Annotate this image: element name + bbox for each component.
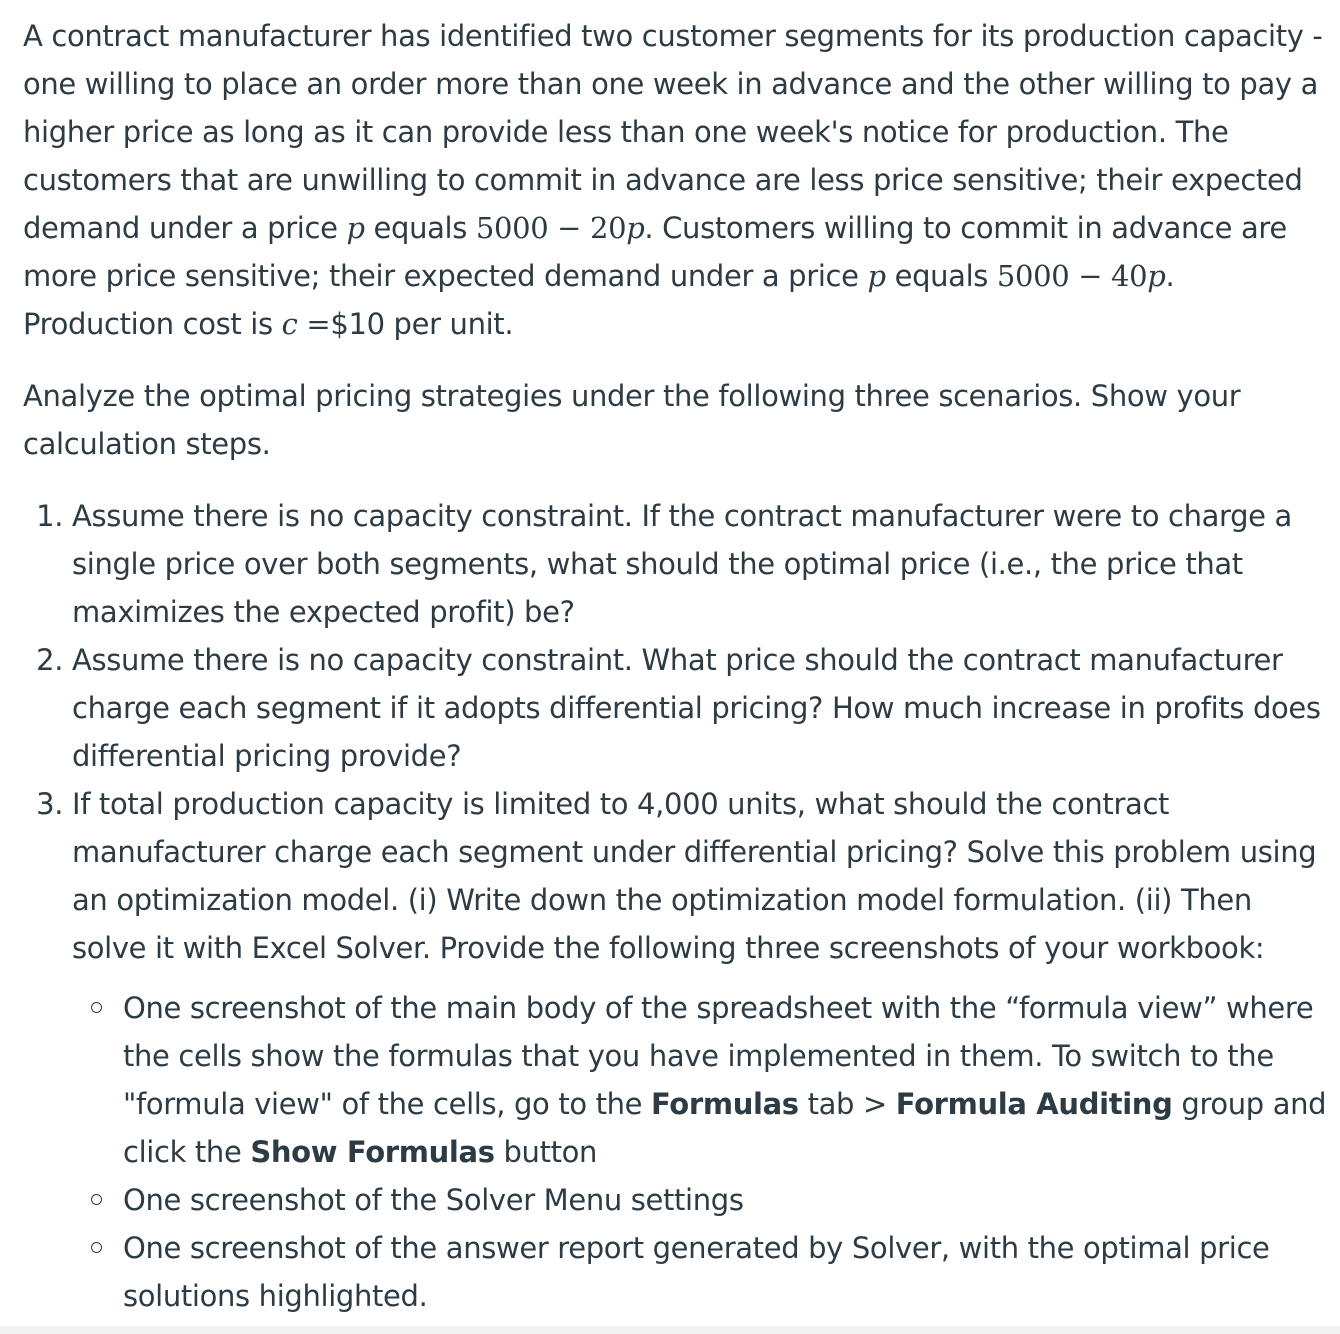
question-text: If total production capacity is limited to 4,000 units, what should the contract manufacturer charge each segment under differential pricing? Solve this problem using an optimization model. (i) Write down the optimization model formulation. (ii) Then solve it with Excel Solver. Provide the following three screenshots of your workbook:: [72, 787, 1317, 965]
analyze-instructions: Analyze the optimal pricing strategies under the following three scenarios. Show your calculation steps.: [23, 379, 1241, 461]
question-item: 2. Assume there is no capacity constraint. What price should the contract manufacturer charge each segment if it adopts differential pricing? How much increase in profits does differential pricing provide?: [72, 636, 1328, 780]
formulas-tab-label: Formulas: [651, 1087, 799, 1121]
screenshot-text: tab >: [798, 1087, 896, 1121]
screenshot-item: One screenshot of the answer report generated by Solver, with the optimal price solutions highlighted.: [123, 1224, 1328, 1320]
intro-text: A contract manufacturer has identified two customer segments for its production capacity - one willing to place an order more than one week in advance and the other willing to pay a higher price as long as it can provide less than one week's notice for production. The customers that are unwilling to commit in advance are less price sensitive; their expected demand under a price: [23, 19, 1323, 245]
formula-auditing-label: Formula Auditing: [895, 1087, 1173, 1121]
screenshot-list: [72, 984, 1328, 1320]
intro-text: . Production cost is: [23, 259, 1175, 341]
question-item: [72, 780, 1328, 1320]
screenshot-text: One screenshot of the main body of the spreadsheet with the “formula view” where the cells show the formulas that you have implemented in them. To switch to the "formula view" of the cells, go to the: [123, 991, 1314, 1121]
math-demand-late: 5000 − 20: [475, 211, 627, 245]
math-variable-p: p: [1147, 259, 1166, 293]
intro-text: . Customers willing to commit in advance are more price sensitive; their expected demand under a price: [23, 211, 1287, 293]
question-content: [23, 12, 1328, 1320]
screenshot-item: One screenshot of the Solver Menu settings: [123, 1176, 1328, 1224]
screenshot-text: group and click the: [123, 1087, 1327, 1169]
intro-text: equals: [885, 259, 997, 293]
question-list: [23, 492, 1328, 1320]
question-item: 1. Assume there is no capacity constraint. If the contract manufacturer were to charge a single price over both segments, what should the optimal price (i.e., the price that maximizes the expected profit) be?: [72, 492, 1328, 636]
math-variable-c: c: [281, 307, 298, 341]
math-equals: =: [297, 307, 331, 341]
intro-text: $10 per unit.: [330, 307, 514, 341]
screenshot-item: [123, 984, 1328, 1176]
math-demand-early: 5000 − 40: [996, 259, 1148, 293]
math-variable-p: p: [867, 259, 886, 293]
problem-statement: [23, 12, 1328, 348]
show-formulas-label: Show Formulas: [250, 1135, 495, 1169]
bottom-divider: [0, 1326, 1340, 1334]
intro-text: equals: [364, 211, 476, 245]
screenshot-text: button: [494, 1135, 598, 1169]
math-variable-p: p: [346, 211, 365, 245]
math-variable-p: p: [626, 211, 645, 245]
